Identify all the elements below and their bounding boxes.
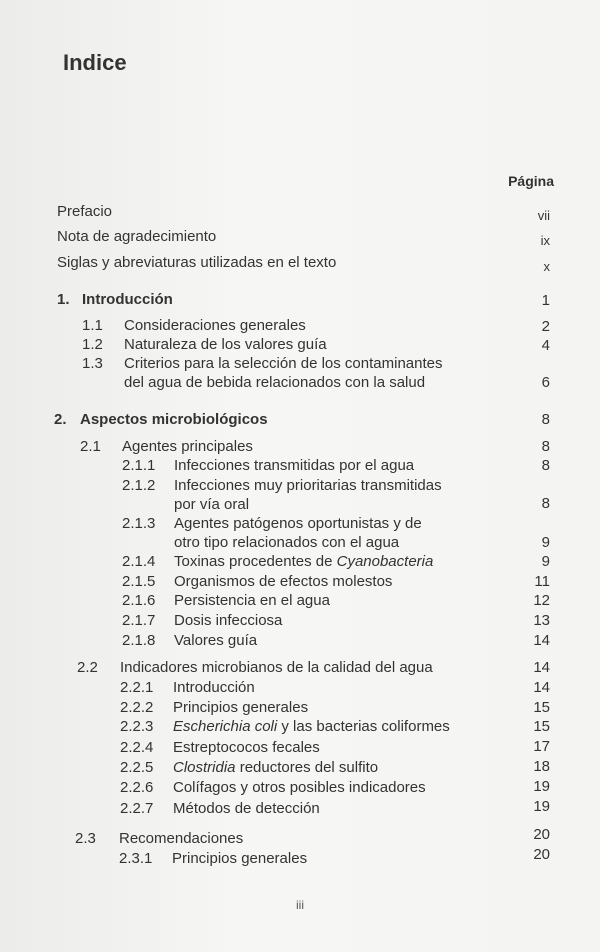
toc-page: 18 bbox=[533, 758, 550, 775]
toc-subsection-2-2-5: 2.2.5 Clostridia reductores del sulfito bbox=[120, 759, 379, 776]
toc-page: x bbox=[543, 259, 550, 274]
toc-subsection-2-1-3-cont: otro tipo relacionados con el agua bbox=[174, 534, 400, 551]
toc-page: 13 bbox=[533, 612, 550, 629]
toc-subsection-2-1-8: 2.1.8 Valores guía bbox=[122, 632, 258, 649]
page-column-header: Página bbox=[508, 173, 554, 189]
toc-subsection-2-2-1: 2.2.1 Introducción bbox=[120, 679, 255, 696]
toc-page: 2 bbox=[541, 318, 550, 335]
toc-page: ix bbox=[540, 233, 550, 248]
toc-page: 1 bbox=[541, 292, 550, 309]
toc-subsection-2-1-4: 2.1.4 Toxinas procedentes de Cyanobacteria bbox=[122, 553, 434, 570]
toc-subsection-2-1-2: 2.1.2 Infecciones muy prioritarias transmitidas bbox=[122, 477, 442, 494]
toc-section-1-2: 1.2 Naturaleza de los valores guía bbox=[82, 336, 327, 353]
toc-subsection-2-2-2: 2.2.2 Principios generales bbox=[120, 699, 309, 716]
toc-page: 8 bbox=[541, 457, 550, 474]
toc-page: 8 bbox=[541, 495, 550, 512]
toc-subsection-2-2-3: 2.2.3 Escherichia coli y las bacterias coliformes bbox=[120, 718, 450, 735]
toc-page: 19 bbox=[533, 798, 550, 815]
toc-page: 17 bbox=[533, 738, 550, 755]
toc-section-1-3-cont: del agua de bebida relacionados con la salud bbox=[124, 374, 426, 391]
toc-subsection-2-2-6: 2.2.6 Colífagos y otros posibles indicadores bbox=[120, 779, 426, 796]
toc-page: 14 bbox=[533, 679, 550, 696]
toc-section-1-1: 1.1 Consideraciones generales bbox=[82, 317, 306, 334]
toc-section-1-3: 1.3 Criterios para la selección de los contaminantes bbox=[82, 355, 443, 372]
toc-page: 12 bbox=[533, 592, 550, 609]
toc-page: 15 bbox=[533, 718, 550, 735]
toc-page: 11 bbox=[534, 573, 550, 590]
toc-subsection-2-1-7: 2.1.7 Dosis infecciosa bbox=[122, 612, 283, 629]
toc-page: 20 bbox=[533, 846, 550, 863]
toc-page: 6 bbox=[541, 374, 550, 391]
toc-page: 14 bbox=[533, 659, 550, 676]
toc-subsection-2-3-1: 2.3.1 Principios generales bbox=[119, 850, 308, 867]
toc-page: 14 bbox=[533, 632, 550, 649]
toc-section-2-1: 2.1 Agentes principales bbox=[80, 438, 253, 455]
page-number-footer: iii bbox=[296, 898, 304, 912]
toc-chapter-1: 1. Introducción bbox=[57, 291, 173, 308]
toc-page: 9 bbox=[541, 553, 550, 570]
toc-chapter-2: 2. Aspectos microbiológicos bbox=[54, 411, 268, 428]
toc-entry-agradecimiento: Nota de agradecimiento bbox=[57, 228, 217, 245]
toc-subsection-2-1-6: 2.1.6 Persistencia en el agua bbox=[122, 592, 330, 609]
toc-subsection-2-1-2-cont: por vía oral bbox=[174, 496, 250, 513]
toc-page: 8 bbox=[541, 438, 550, 455]
toc-subsection-2-1-1: 2.1.1 Infecciones transmitidas por el agua bbox=[122, 457, 415, 474]
toc-page: 19 bbox=[533, 778, 550, 795]
toc-page: 9 bbox=[541, 534, 550, 551]
toc-page: 8 bbox=[541, 411, 550, 428]
toc-subsection-2-2-4: 2.2.4 Estreptococos fecales bbox=[120, 739, 320, 756]
toc-subsection-2-1-3: 2.1.3 Agentes patógenos oportunistas y de bbox=[122, 515, 422, 532]
toc-subsection-2-1-5: 2.1.5 Organismos de efectos molestos bbox=[122, 573, 393, 590]
toc-page: 20 bbox=[533, 826, 550, 843]
toc-page: 4 bbox=[541, 337, 550, 354]
toc-page: vii bbox=[537, 208, 550, 223]
toc-section-2-2: 2.2 Indicadores microbianos de la calidad del agua bbox=[77, 659, 433, 676]
page-title: Indice bbox=[63, 50, 127, 75]
toc-section-2-3: 2.3 Recomendaciones bbox=[75, 830, 244, 847]
toc-page: 15 bbox=[533, 699, 550, 716]
toc-entry-prefacio: Prefacio bbox=[57, 203, 113, 220]
toc-subsection-2-2-7: 2.2.7 Métodos de detección bbox=[120, 800, 320, 817]
toc-entry-siglas: Siglas y abreviaturas utilizadas en el texto bbox=[57, 254, 337, 271]
